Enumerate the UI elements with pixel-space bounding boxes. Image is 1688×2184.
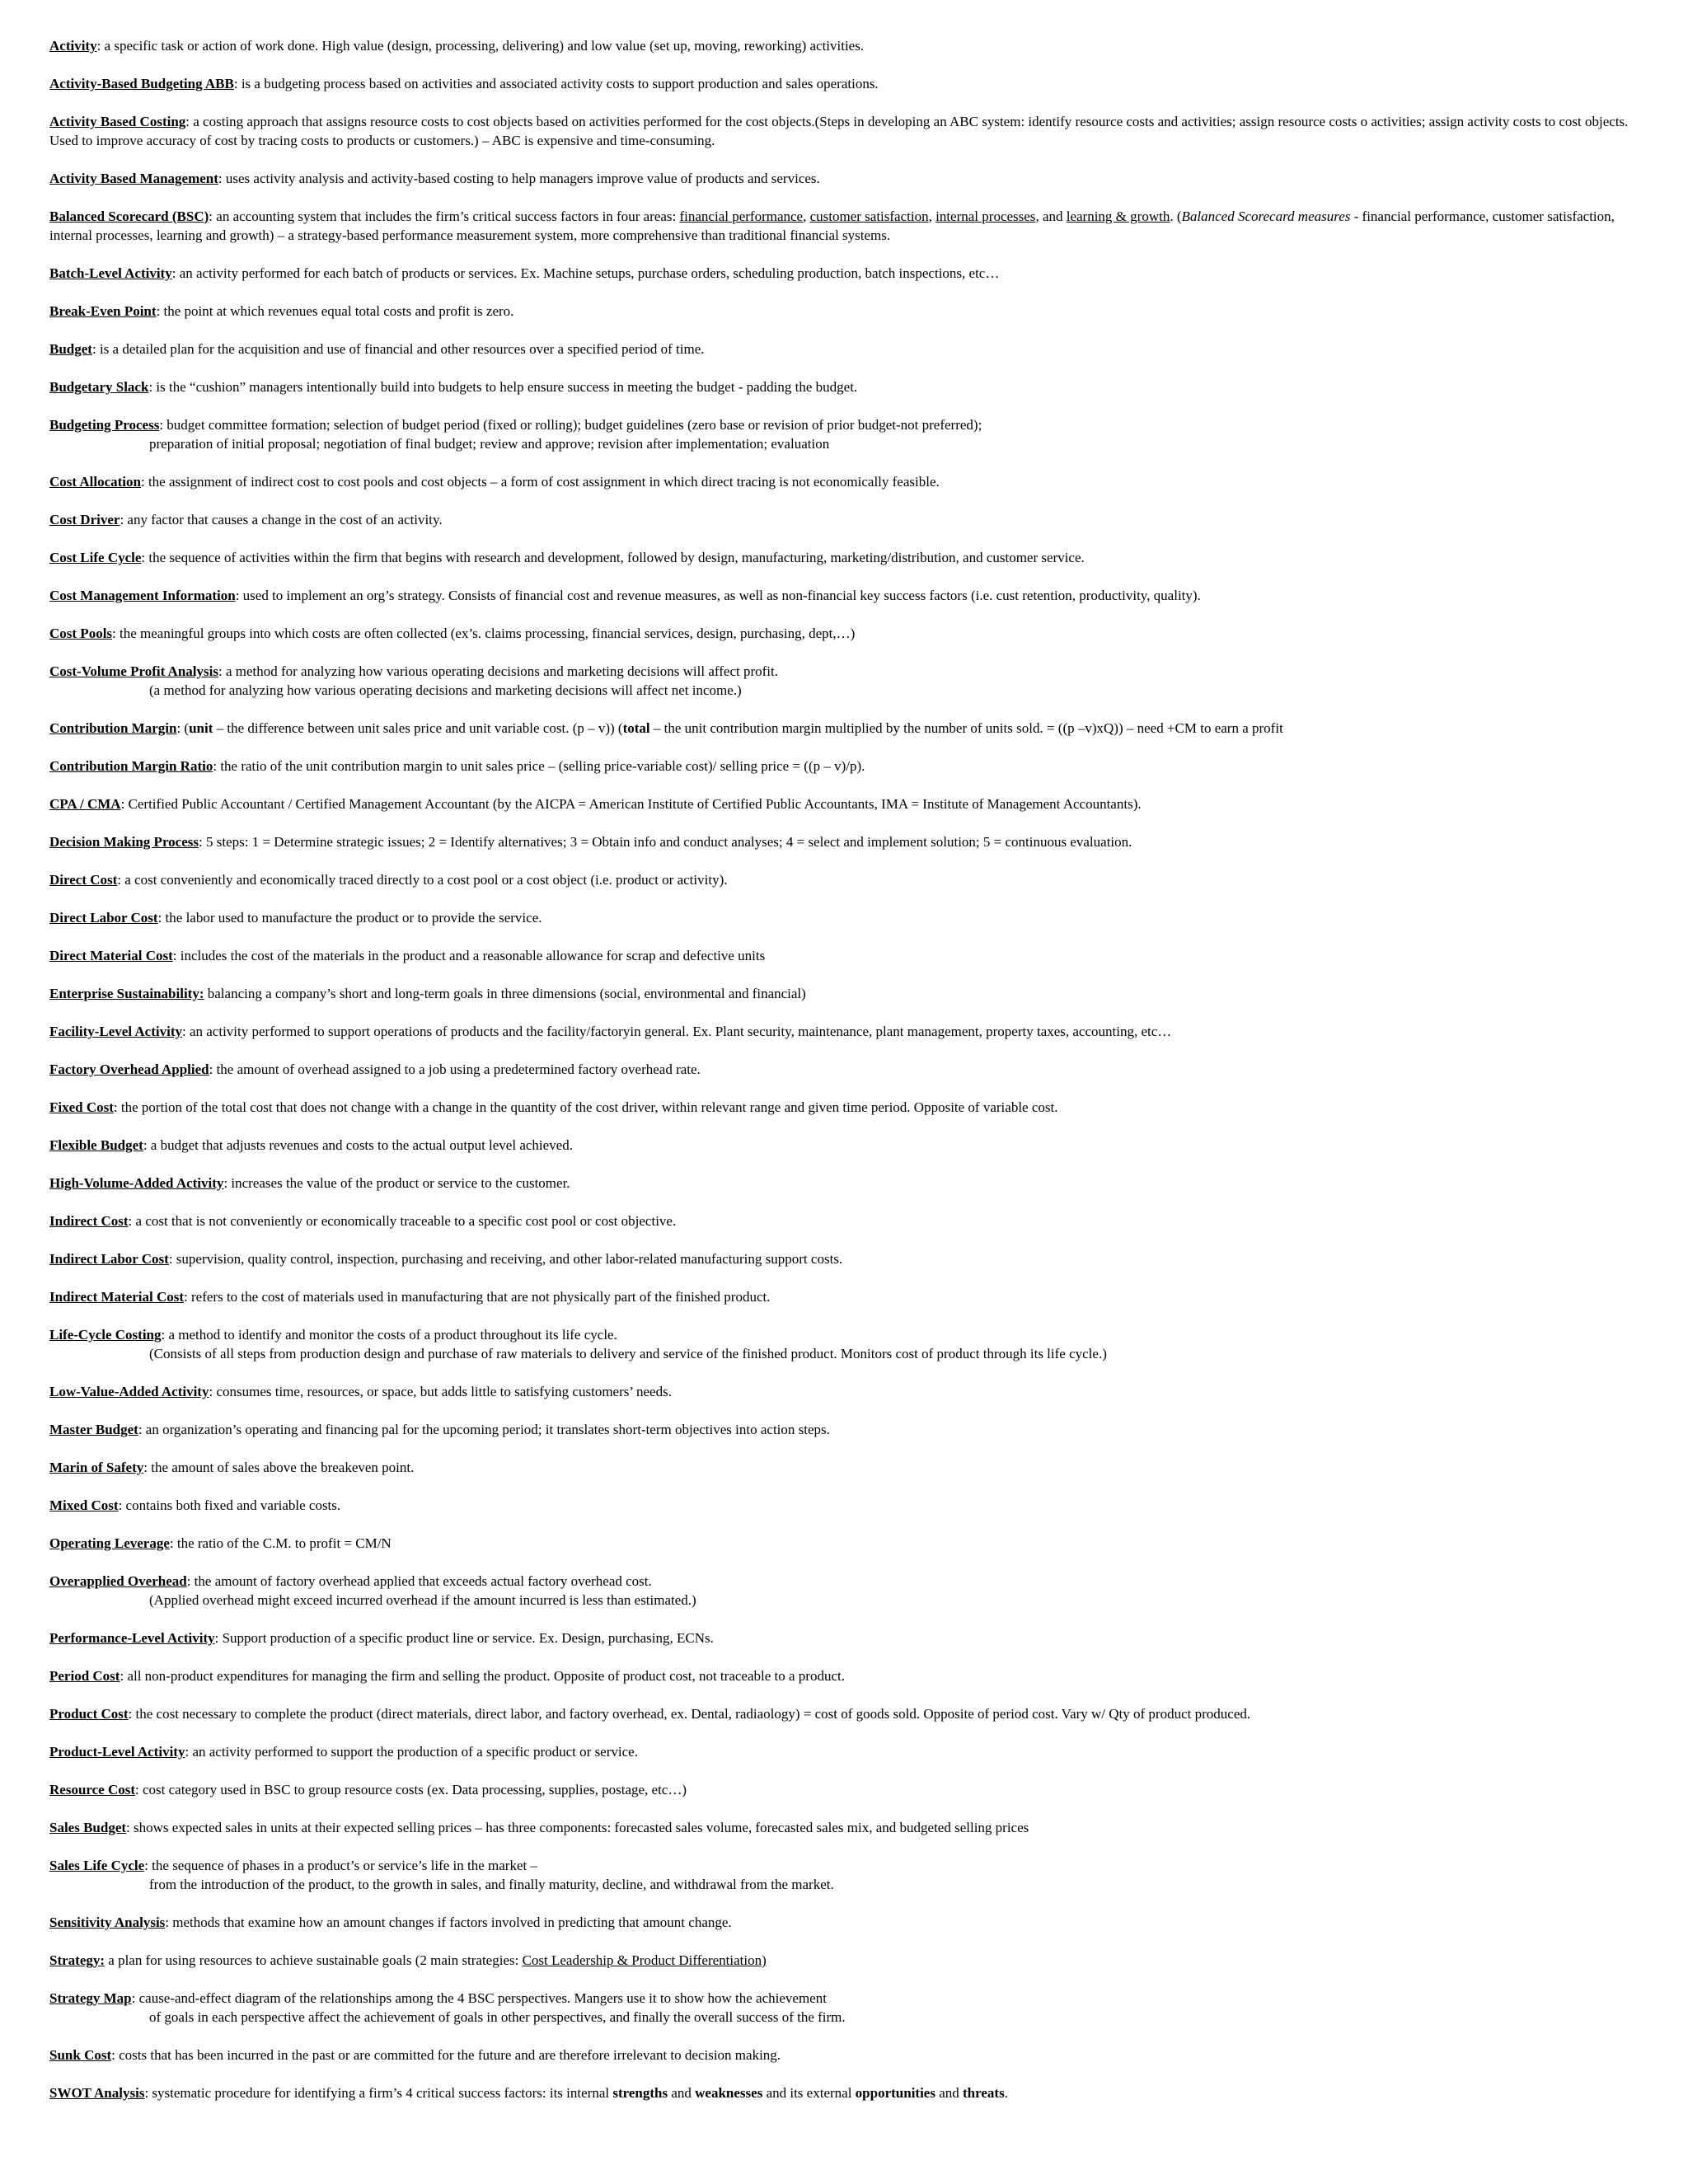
- definition: : includes the cost of the materials in the product and a reasonable allowance for scrap and defective units: [172, 948, 766, 963]
- term: Decision Making Process: [49, 834, 199, 850]
- underlined-text: financial performance: [679, 209, 804, 224]
- term: Master Budget: [49, 1422, 138, 1437]
- entry-direct-cost: [49, 870, 1657, 889]
- definition: : a method for analyzing how various operating decisions and marketing decisions will affect profit.: [218, 663, 778, 679]
- definition: : the ratio of the unit contribution margin to unit sales price – (selling price-variable cost)/ selling price = ((p – v)/p).: [213, 758, 865, 774]
- continuation-line: (a method for analyzing how various operating decisions and marketing decisions will affect net income.): [149, 682, 742, 698]
- entry-sales-life-cycle: [49, 1856, 1657, 1894]
- term: Cost Driver: [49, 512, 120, 527]
- definition: : (: [176, 720, 190, 736]
- definition: : uses activity analysis and activity-based costing to help managers improve value of products and services.: [218, 171, 820, 186]
- entry-sensitivity-analysis: [49, 1913, 1657, 1932]
- term: Facility-Level Activity: [49, 1024, 182, 1039]
- bold-text: strengths: [612, 2085, 668, 2101]
- entry-resource-cost: [49, 1780, 1657, 1799]
- term: Contribution Margin Ratio: [49, 758, 213, 774]
- entry-performance-level: [49, 1629, 1657, 1647]
- definition: : a method to identify and monitor the costs of a product throughout its life cycle.: [161, 1327, 617, 1343]
- underlined-text: Cost Leadership & Product Differentiation): [522, 1952, 767, 1968]
- definition: : the meaningful groups into which costs are often collected (ex’s. claims processing, financial services, design, purchasing, dept,…): [112, 626, 856, 641]
- term: Cost Management Information: [49, 588, 236, 603]
- entry-factory-overhead: [49, 1060, 1657, 1079]
- entry-budgetary-slack: [49, 377, 1657, 396]
- entry-margin-of-safety: [49, 1458, 1657, 1477]
- separator: . (: [1170, 209, 1182, 224]
- definition-part: .: [1004, 2085, 1008, 2101]
- term: Direct Labor Cost: [49, 910, 158, 926]
- definition: : increases the value of the product or service to the customer.: [223, 1175, 570, 1191]
- term: Operating Leverage: [49, 1535, 170, 1551]
- definition: : is a detailed plan for the acquisition and use of financial and other resources over a specified period of time.: [91, 341, 705, 357]
- entry-swot-analysis: [49, 2083, 1657, 2102]
- entry-overapplied-overhead: [49, 1572, 1657, 1610]
- entry-master-budget: [49, 1420, 1657, 1439]
- definition: : cause-and-effect diagram of the relationships among the 4 BSC perspectives. Mangers use it to show how the achievement: [131, 1990, 827, 2006]
- definition: : a cost conveniently and economically traced directly to a cost pool or a cost object (i.e. product or activity).: [117, 872, 728, 888]
- definition: : Support production of a specific product line or service. Ex. Design, purchasing, ECNs.: [214, 1630, 714, 1646]
- term: Strategy Map: [49, 1990, 132, 2006]
- term: Activity Based Management: [49, 171, 218, 186]
- entry-life-cycle-costing: [49, 1325, 1657, 1363]
- entry-period-cost: [49, 1666, 1657, 1685]
- entry-contribution-margin: [49, 719, 1657, 738]
- entry-abm: [49, 169, 1657, 188]
- entry-cost-pools: [49, 624, 1657, 643]
- entry-budget: [49, 340, 1657, 359]
- definition: : any factor that causes a change in the cost of an activity.: [120, 512, 443, 527]
- definition: : the cost necessary to complete the product (direct materials, direct labor, and factory overhead, ex. Dental, radiaology) = cost of goods sold. Opposite of period cost. Vary w/ Qty of product produced.: [128, 1706, 1251, 1722]
- entry-flexible-budget: [49, 1136, 1657, 1155]
- bold-text: threats: [963, 2085, 1005, 2101]
- term: Fixed Cost: [49, 1099, 114, 1115]
- definition: a plan for using resources to achieve sustainable goals (2 main strategies:: [105, 1952, 523, 1968]
- term: Activity: [49, 38, 97, 54]
- continuation-line: of goals in each perspective affect the achievement of goals in other perspectives, and finally the overall success of the firm.: [149, 2009, 846, 2025]
- entry-break-even: [49, 302, 1657, 321]
- entry-decision-making: [49, 832, 1657, 851]
- definition: : methods that examine how an amount changes if factors involved in predicting that amount change.: [165, 1915, 732, 1930]
- term: Flexible Budget: [49, 1137, 143, 1153]
- term: Performance-Level Activity: [49, 1630, 215, 1646]
- definition: : shows expected sales in units at their expected selling prices – has three components: forecasted sales volume, forecasted sales mix, and budgeted selling prices: [126, 1820, 1029, 1835]
- entry-activity: [49, 36, 1657, 55]
- term: Contribution Margin: [49, 720, 177, 736]
- term: High-Volume-Added Activity: [49, 1175, 224, 1191]
- continuation-line: preparation of initial proposal; negotiation of final budget; review and approve; revision after implementation; evaluation: [149, 436, 830, 452]
- entry-low-value-added: [49, 1382, 1657, 1401]
- entry-operating-leverage: [49, 1534, 1657, 1553]
- term: Cost Allocation: [49, 474, 141, 490]
- entry-strategy-map: [49, 1989, 1657, 2027]
- term: Marin of Safety: [49, 1460, 144, 1475]
- definition-part: and its external: [762, 2085, 856, 2101]
- entry-indirect-labor: [49, 1249, 1657, 1268]
- term: Factory Overhead Applied: [49, 1062, 209, 1077]
- definition: : the amount of sales above the breakeven point.: [143, 1460, 415, 1475]
- entry-cvp-analysis: [49, 662, 1657, 700]
- term: Budgeting Process: [49, 417, 160, 433]
- term: Product Cost: [49, 1706, 129, 1722]
- definition-part: – the difference between unit sales price and unit variable cost. (p – v)) (: [213, 720, 623, 736]
- definition-part: – the unit contribution margin multiplied by the number of units sold. = ((p –v)xQ)) – need +CM to earn a profit: [649, 720, 1283, 736]
- term: Resource Cost: [49, 1782, 136, 1797]
- bold-text: total: [622, 720, 650, 736]
- term: Product-Level Activity: [49, 1744, 185, 1760]
- term: Sales Life Cycle: [49, 1858, 145, 1873]
- term: Cost Life Cycle: [49, 550, 142, 565]
- term: CPA / CMA: [49, 796, 121, 812]
- term: SWOT Analysis: [49, 2085, 145, 2101]
- bold-text: opportunities: [855, 2085, 935, 2101]
- term: Cost Pools: [49, 626, 113, 641]
- term: Enterprise Sustainability:: [49, 986, 204, 1001]
- entry-fixed-cost: [49, 1098, 1657, 1117]
- definition: : a cost that is not conveniently or economically traceable to a specific cost pool or cost objective.: [128, 1213, 677, 1229]
- entry-indirect-cost: [49, 1212, 1657, 1230]
- italic-text: Balanced Scorecard measures: [1181, 209, 1351, 224]
- entry-facility-level: [49, 1022, 1657, 1041]
- definition: : all non-product expenditures for managing the firm and selling the product. Opposite of product cost, not traceable to a product.: [120, 1668, 845, 1684]
- entry-cm-ratio: [49, 757, 1657, 776]
- definition: : refers to the cost of materials used in manufacturing that are not physically part of the finished product.: [184, 1289, 771, 1305]
- definition: : the labor used to manufacture the product or to provide the service.: [157, 910, 542, 926]
- separator: , and: [1035, 209, 1067, 224]
- definition: : the amount of factory overhead applied that exceeds actual factory overhead cost.: [186, 1573, 652, 1589]
- continuation-line: from the introduction of the product, to the growth in sales, and finally maturity, decline, and withdrawal from the market.: [149, 1877, 834, 1892]
- definition: : a costing approach that assigns resource costs to cost objects based on activities performed for the cost objects.(Steps in developing an ABC system: identify resource costs and activities; assign resource costs o activities; assign activity costs to cost objects. Used to improve accuracy of cost by tracing costs to products or customers.) – ABC is expensive and time-consuming.: [49, 114, 1629, 148]
- definition: : consumes time, resources, or space, but adds little to satisfying customers’ needs.: [209, 1384, 672, 1399]
- definition: : the amount of overhead assigned to a job using a predetermined factory overhead rate.: [209, 1062, 701, 1077]
- definition: : is the “cushion” managers intentionally build into budgets to help ensure success in meeting the budget - padding the budget.: [148, 379, 858, 395]
- bold-text: weaknesses: [695, 2085, 763, 2101]
- continuation-line: (Consists of all steps from production design and purchase of raw materials to delivery and service of the finished product. Monitors cost of product through its life cycle.): [149, 1346, 1107, 1361]
- term: Budget: [49, 341, 92, 357]
- entry-abb: [49, 74, 1657, 93]
- entry-direct-labor: [49, 908, 1657, 927]
- term: Direct Cost: [49, 872, 118, 888]
- term: Strategy:: [49, 1952, 106, 1968]
- definition: : the sequence of phases in a product’s or service’s life in the market –: [144, 1858, 537, 1873]
- entry-direct-material: [49, 946, 1657, 965]
- definition: : a specific task or action of work done. High value (design, processing, delivering) and low value (set up, moving, reworking) activities.: [96, 38, 865, 54]
- term: Direct Material Cost: [49, 948, 173, 963]
- term: Low-Value-Added Activity: [49, 1384, 209, 1399]
- term: Indirect Cost: [49, 1213, 129, 1229]
- entry-cost-life-cycle: [49, 548, 1657, 567]
- entry-indirect-material: [49, 1287, 1657, 1306]
- definition: : an activity performed to support operations of products and the facility/factoryin general. Ex. Plant security, maintenance, plant management, property taxes, accounting, etc…: [181, 1024, 1172, 1039]
- entry-cost-allocation: [49, 472, 1657, 491]
- term: Indirect Material Cost: [49, 1289, 185, 1305]
- definition: : contains both fixed and variable costs.: [118, 1497, 341, 1513]
- definition: : supervision, quality control, inspection, purchasing and receiving, and other labor-related manufacturing support costs.: [168, 1251, 843, 1267]
- term: Break-Even Point: [49, 303, 157, 319]
- entry-mixed-cost: [49, 1496, 1657, 1515]
- term: Balanced Scorecard (BSC): [49, 209, 209, 224]
- definition: balancing a company’s short and long-term goals in three dimensions (social, environmental and financial): [204, 986, 806, 1001]
- definition-part: and: [668, 2085, 696, 2101]
- definition: : an organization’s operating and financing pal for the upcoming period; it translates short-term objectives into action steps.: [138, 1422, 830, 1437]
- entry-abc: [49, 112, 1657, 150]
- term: Activity Based Costing: [49, 114, 186, 129]
- entry-sales-budget: [49, 1818, 1657, 1837]
- entry-sunk-cost: [49, 2046, 1657, 2064]
- entry-batch-level: [49, 264, 1657, 283]
- definition-rest: - financial performance, customer satisfaction, internal processes, learning and growth) – a strategy-based performance measurement system, more comprehensive than traditional financial systems.: [49, 209, 1615, 243]
- entry-cpa-cma: [49, 794, 1657, 813]
- entry-strategy: [49, 1951, 1657, 1970]
- definition: : a budget that adjusts revenues and costs to the actual output level achieved.: [143, 1137, 573, 1153]
- term: Sensitivity Analysis: [49, 1915, 166, 1930]
- term: Mixed Cost: [49, 1497, 119, 1513]
- separator: ,: [928, 209, 936, 224]
- term: Period Cost: [49, 1668, 120, 1684]
- definition: : is a budgeting process based on activities and associated activity costs to support production and sales operations.: [233, 76, 879, 91]
- entry-cost-management-info: [49, 586, 1657, 605]
- definition: : the portion of the total cost that does not change with a change in the quantity of the cost driver, within relevant range and given time period. Opposite of variable cost.: [113, 1099, 1058, 1115]
- entry-bsc: [49, 207, 1657, 245]
- definition: : costs that has been incurred in the past or are committed for the future and are therefore irrelevant to decision making.: [111, 2047, 781, 2063]
- term: Activity-Based Budgeting ABB: [49, 76, 234, 91]
- definition: : the assignment of indirect cost to cost pools and cost objects – a form of cost assignment in which direct tracing is not economically feasible.: [140, 474, 940, 490]
- definition: : an activity performed to support the production of a specific product or service.: [185, 1744, 638, 1760]
- term: Budgetary Slack: [49, 379, 149, 395]
- term: Batch-Level Activity: [49, 265, 172, 281]
- entry-budgeting-process: [49, 415, 1657, 453]
- definition: : 5 steps: 1 = Determine strategic issues; 2 = Identify alternatives; 3 = Obtain info and conduct analyses; 4 = select and implement solution; 5 = continuous evaluation.: [199, 834, 1132, 850]
- definition: : an accounting system that includes the firm’s critical success factors in four areas:: [209, 209, 680, 224]
- definition: : Certified Public Accountant / Certified Management Accountant (by the AICPA = American Institute of Certified Public Accountants, IMA = Institute of Management Accountants).: [120, 796, 1142, 812]
- separator: ,: [803, 209, 810, 224]
- glossary: [49, 36, 1657, 2121]
- term: Life-Cycle Costing: [49, 1327, 162, 1343]
- bold-text: unit: [189, 720, 213, 736]
- definition: : the sequence of activities within the firm that begins with research and development, followed by design, manufacturing, marketing/distribution, and customer service.: [141, 550, 1085, 565]
- underlined-text: learning & growth: [1066, 209, 1170, 224]
- term: Indirect Labor Cost: [49, 1251, 169, 1267]
- definition: : budget committee formation; selection of budget period (fixed or rolling); budget guidelines (zero base or revision of prior budget-not preferred);: [159, 417, 982, 433]
- definition: : systematic procedure for identifying a firm’s 4 critical success factors: its internal: [144, 2085, 613, 2101]
- entry-product-level: [49, 1742, 1657, 1761]
- continuation-line: (Applied overhead might exceed incurred overhead if the amount incurred is less than estimated.): [149, 1592, 696, 1608]
- entry-product-cost: [49, 1704, 1657, 1723]
- underlined-text: internal processes: [935, 209, 1036, 224]
- definition: : an activity performed for each batch of products or services. Ex. Machine setups, purchase orders, scheduling production, batch inspections, etc…: [171, 265, 1000, 281]
- entry-enterprise-sustainability: [49, 984, 1657, 1003]
- definition: : the point at which revenues equal total costs and profit is zero.: [156, 303, 514, 319]
- entry-cost-driver: [49, 510, 1657, 529]
- underlined-text: customer satisfaction: [809, 209, 929, 224]
- definition: : used to implement an org’s strategy. Consists of financial cost and revenue measures, as well as non-financial key success factors (i.e. cust retention, productivity, quality).: [235, 588, 1201, 603]
- definition: : cost category used in BSC to group resource costs (ex. Data processing, supplies, postage, etc…): [135, 1782, 687, 1797]
- term: Cost-Volume Profit Analysis: [49, 663, 218, 679]
- term: Overapplied Overhead: [49, 1573, 187, 1589]
- definition: : the ratio of the C.M. to profit = CM/N: [169, 1535, 392, 1551]
- definition-part: and: [935, 2085, 964, 2101]
- term: Sales Budget: [49, 1820, 127, 1835]
- term: Sunk Cost: [49, 2047, 112, 2063]
- entry-high-volume-added: [49, 1174, 1657, 1193]
